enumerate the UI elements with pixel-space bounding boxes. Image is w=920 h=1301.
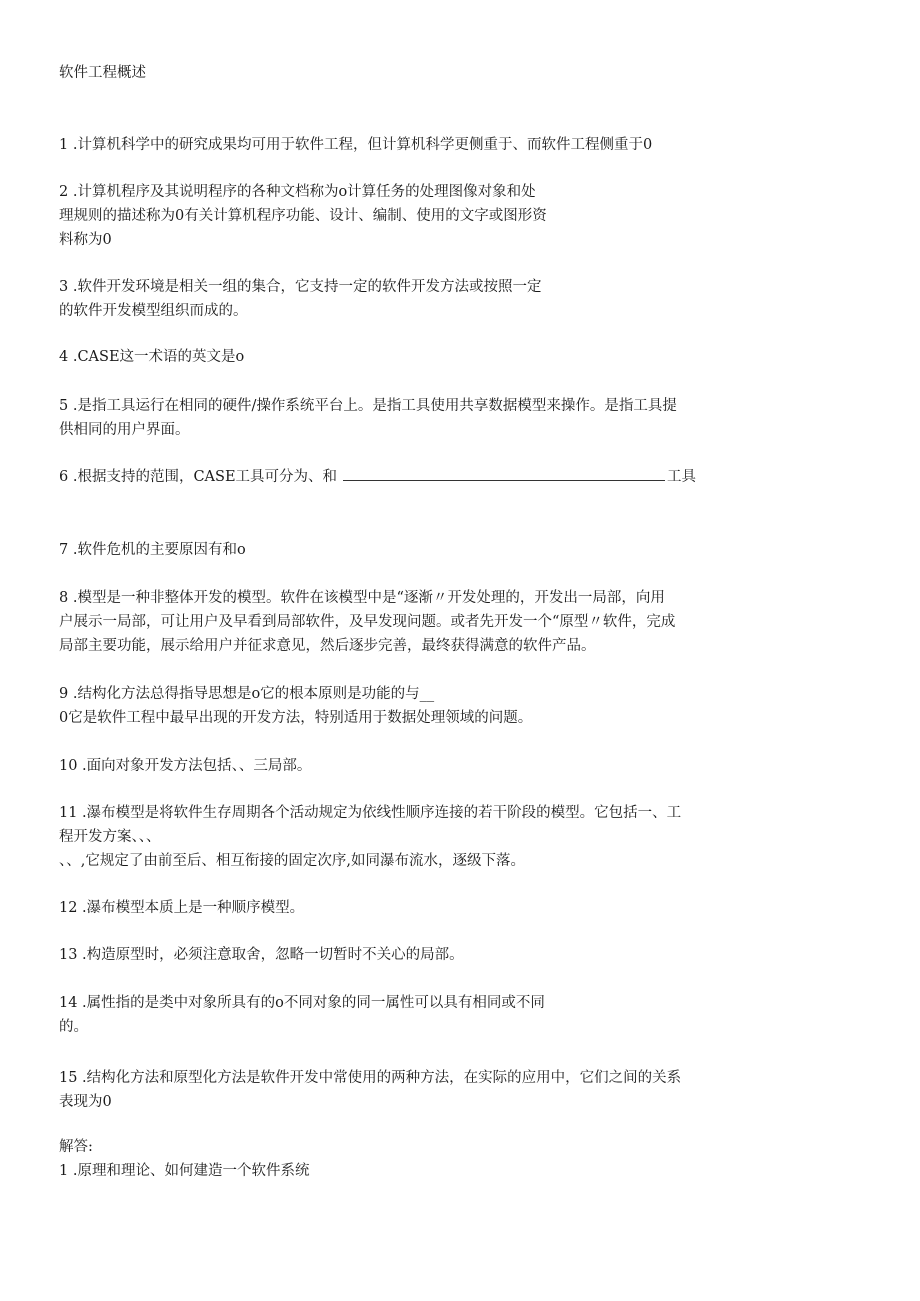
question-4-line-1: 4 .CASE这一术语的英文是o [59,349,245,365]
question-14-line-1: 14 .属性指的是类中对象所具有的o不同对象的同一属性可以具有相同或不同 [59,995,545,1011]
question-2-line-3: 料称为0 [59,232,112,248]
question-8-line-3: 局部主要功能，展示给用户并征求意见，然后逐步完善，最终获得满意的软件产品。 [59,638,596,654]
answers-heading: 解答: [59,1139,93,1155]
question-8-line-2: 户展示一局部，可让用户及早看到局部软件，及早发现问题。或者先开发一个“原型〃软件，完成 [59,614,676,630]
question-11-line-3: 、、,它规定了由前至后、相互衔接的固定次序,如同瀑布流水，逐级下落。 [59,853,525,869]
question-15-line-1: 15 .结构化方法和原型化方法是软件开发中常使用的两种方法，在实际的应用中，它们之间的关系 [59,1070,682,1086]
question-6-text-before-blank: 6 .根据支持的范围，CASE工具可分为、和 [59,469,338,485]
question-9-line-2: 0它是软件工程中最早出现的开发方法，特别适用于数据处理领域的问题。 [59,710,533,726]
question-5-line-1: 5 .是指工具运行在相同的硬件/操作系统平台上。是指工具使用共享数据模型来操作。是指工具提 [59,398,677,414]
question-8-line-1: 8 .模型是一种非整体开发的模型。软件在该模型中是“逐渐〃开发处理的，开发出一局部，向用 [59,590,665,606]
question-7-line-1: 7 .软件危机的主要原因有和o [59,542,246,558]
question-11-line-1: 11 .瀑布模型是将软件生存周期各个活动规定为依线性顺序连接的若干阶段的模型。它包括一、工 [59,805,682,821]
question-14-line-2: 的。 [59,1019,88,1035]
question-2-line-1: 2 .计算机程序及其说明程序的各种文档称为o计算任务的处理图像对象和处 [59,184,536,200]
question-13-line-1: 13 .构造原型时，必须注意取舍，忽略一切暂时不关心的局部。 [59,947,464,963]
question-9-line-1: 9 .结构化方法总得指导思想是o它的根本原则是功能的与__ [59,686,435,702]
question-15-line-2: 表现为0 [59,1094,112,1110]
question-11-line-2: 程开发方案、、、 [59,829,161,845]
document-title: 软件工程概述 [59,65,146,81]
question-2-line-2: 理规则的描述称为0有关计算机程序功能、设计、编制、使用的文字或图形资 [59,208,547,224]
question-3-line-1: 3 .软件开发环境是相关一组的集合，它支持一定的软件开发方法或按照一定 [59,279,542,295]
answer-1: 1 .原理和理论、如何建造一个软件系统 [59,1163,310,1179]
question-3-line-2: 的软件开发模型组织而成的。 [59,303,248,319]
question-6-text-after-blank: 工具 [667,469,697,485]
question-12-line-1: 12 .瀑布模型本质上是一种顺序模型。 [59,900,305,916]
question-5-line-2: 供相同的用户界面。 [59,422,190,438]
question-10-line-1: 10 .面向对象开发方法包括、、三局部。 [59,758,312,774]
question-1-line-1: 1 .计算机科学中的研究成果均可用于软件工程，但计算机科学更侧重于、而软件工程侧重于0 [59,137,653,153]
answer-blank-line [343,479,665,481]
question-6-line-1 [59,467,696,487]
